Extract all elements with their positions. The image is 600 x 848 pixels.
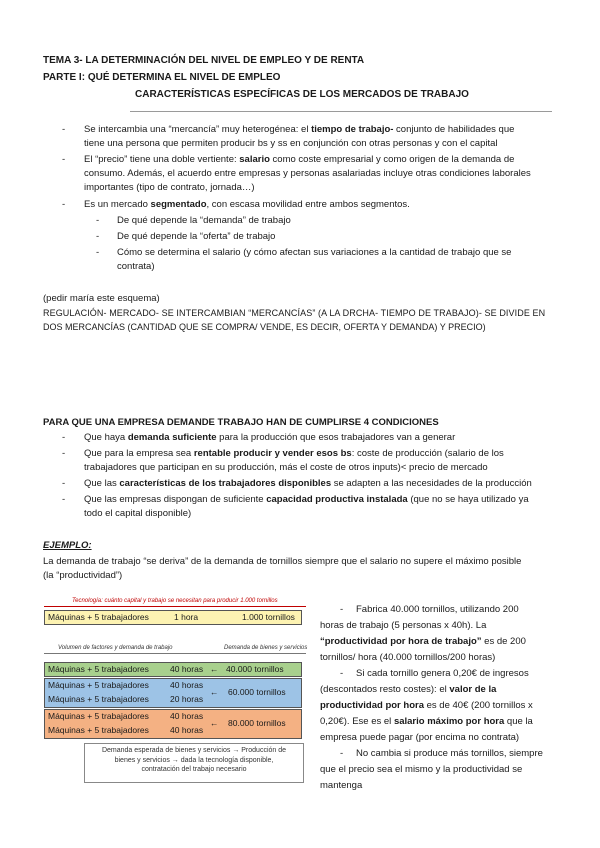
text: (que no se haya utilizado ya [407,494,529,505]
bullet-mercancia-line2: tiene una persona que permiten producir bs y ss en conjunción con otras personas y con el capital [84,138,498,149]
goods-demand-note: Demanda de bienes y servicios [224,645,308,651]
right-p2-line1: Si cada tornillo genera 0,20€ de ingresos [356,668,529,679]
section-subtitle: CARACTERÍSTICAS ESPECÍFICAS DE LOS MERCADOS DE TRABAJO [135,89,469,100]
right-p2-line5: empresa puede pagar (por encima no contrata) [320,732,520,743]
text: como coste empresarial y como origen de la demanda de [269,154,515,165]
text: Se intercambia una “mercancía” muy heterogénea: el [84,124,312,135]
bullet-dash: - [340,748,344,759]
right-p2-line4 [320,715,533,728]
bold-text: tiempo de trabajo- [311,124,394,135]
total-60000: 60.000 tornillos [228,687,286,697]
condition-2-line2: trabajadores que participan en su producción, más el coste de otros inputs)< precio de mercado [84,462,488,473]
technology-note: Tecnología: cuánto capital y trabajo se necesitan para producir 1.000 tornillos [72,598,278,604]
row2-hours: 40 horas [170,680,204,690]
bullet-dash: - [340,668,344,679]
text: es de 200 [481,636,526,647]
right-p1-line3 [320,635,526,648]
note-regulacion-line2: DOS MERCANCÍAS (CANTIDAD QUE SE COMPRA/ VENDE, ES DECIR, OFERTA Y DEMANDA) Y PRECIO) [43,322,486,332]
row4-hours: 40 horas [170,711,204,721]
top-row-hours: 1 hora [174,612,199,622]
row1-hours: 40 horas [170,664,204,674]
text: para la producción que esos trabajadores van a generar [216,432,456,443]
condition-3 [84,477,532,490]
sub-bullet-dash: - [96,231,100,242]
bold-text: capacidad productiva instalada [266,494,408,505]
text: : coste de producción (salario de los [351,448,504,459]
bullet-dash: - [62,199,66,210]
text: que la [504,716,533,727]
right-p3-line2: que el precio sea el mismo y la productividad se [320,764,523,775]
sub-bullet-dash: - [96,247,100,258]
right-p2-line2 [320,683,496,696]
diagram-caption [84,743,304,783]
bold-text: demanda suficiente [127,432,217,443]
text: Que las [84,478,120,489]
arrow-icon: ← [210,664,219,674]
bullet-dash: - [62,432,66,443]
total-80000: 80.000 tornillos [228,718,286,728]
right-p2-line3 [320,699,533,712]
top-row-machines: Máquinas + 5 trabajadores [48,612,149,622]
row4-machines: Máquinas + 5 trabajadores [48,711,149,721]
bullet-precio-line2: consumo. Además, el acuerdo entre empresas y personas asalariadas incluye otras condiciones laborales [84,168,531,179]
sub-bullet-salario: Cómo se determina el salario (y cómo afectan sus variaciones a la cantidad de trabajo que se [117,247,512,258]
bullet-dash: - [62,124,66,135]
bold-text: “productividad por hora de trabajo” [320,636,482,647]
bullet-dash: - [62,154,66,165]
sub-bullet-salario-line2: contrata) [117,261,155,272]
bullet-precio [84,153,514,166]
mid-rule [44,653,306,654]
text: Que para la empresa sea [84,448,194,459]
row2-machines: Máquinas + 5 trabajadores [48,680,149,690]
condition-4 [84,493,529,506]
condition-4-line2: todo el capital disponible) [84,508,192,519]
sub-bullet-oferta: De qué depende la “oferta” de trabajo [117,231,276,242]
bold-text: características de los trabajadores disponibles [119,478,332,489]
condition-2 [84,447,504,460]
right-p3-line1: No cambia si produce más tornillos, siempre [356,748,543,759]
tema-title: TEMA 3- LA DETERMINACIÓN DEL NIVEL DE EMPLEO Y DE RENTA [43,55,365,66]
right-p1-line1: Fabrica 40.000 tornillos, utilizando 200 [356,604,519,615]
bullet-precio-line3: importantes (tipo de contrato, jornada…) [84,182,255,193]
sub-bullet-demanda: De qué depende la “demanda” de trabajo [117,215,291,226]
bold-text: rentable producir y vender esos bs [193,448,352,459]
caption-line: contratación del trabajo necesario [141,766,247,773]
text: Que las empresas dispongan de suficiente [84,494,267,505]
factor-volume-note: Volumen de factores y demanda de trabajo [58,645,173,651]
conditions-title: PARA QUE UNA EMPRESA DEMANDE TRABAJO HAN DE CUMPLIRSE 4 CONDICIONES [43,417,439,428]
example-line1: La demanda de trabajo “se deriva” de la demanda de tornillos siempre que el salario no supere el máximo posible [43,556,522,567]
text: 0,20€). Ese es el [320,716,394,727]
right-p3-line3: mantenga [320,780,363,791]
sub-bullet-dash: - [96,215,100,226]
text: Es un mercado [84,199,151,210]
text: El “precio” tiene una doble vertiente: [84,154,240,165]
red-rule [44,606,306,607]
row5-hours: 40 horas [170,725,204,735]
parte-title: PARTE I: QUÉ DETERMINA EL NIVEL DE EMPLEO [43,72,281,83]
row3-hours: 20 horas [170,694,204,704]
bullet-dash: - [340,604,344,615]
row1-output: 40.000 tornillos [226,664,284,674]
bullet-dash: - [62,448,66,459]
text: Que haya [84,432,128,443]
right-p1-line4: tornillos/ hora (40.000 tornillos/200 horas) [320,652,496,663]
bold-text: segmentado [150,199,207,210]
top-row-output: 1.000 tornillos [242,612,295,622]
bold-text: valor de la [449,684,497,695]
bullet-mercancia [84,123,514,136]
bold-text: productividad por hora [320,700,424,711]
text: , con escasa movilidad entre ambos segmentos. [206,199,410,210]
arrow-icon: ← [210,718,219,728]
bullet-dash: - [62,478,66,489]
caption-line: bienes y servicios → dada la tecnología disponible, [114,756,274,764]
bold-text: salario [239,154,270,165]
caption-line: Demanda esperada de bienes y servicios → Producción de [101,747,287,754]
right-p1-line2: horas de trabajo (5 personas x 40h). La [320,620,487,631]
text: se adapten a las necesidades de la producción [331,478,532,489]
example-title: EJEMPLO: [43,540,92,551]
bold-text: salario máximo por hora [393,716,505,727]
example-line2: (la “productividad”) [43,570,123,581]
text: conjunto de habilidades que [393,124,515,135]
note-regulacion-line1: REGULACIÓN- MERCADO- SE INTERCAMBIAN “MERCANCÍAS” (A LA DRCHA- TIEMPO DE TRABAJO)- SE DIVIDE EN [43,308,546,318]
row3-machines: Máquinas + 5 trabajadores [48,694,149,704]
condition-1 [84,431,455,444]
arrow-icon: ← [210,687,219,697]
row1-machines: Máquinas + 5 trabajadores [48,664,149,674]
bullet-dash: - [62,494,66,505]
text: es de 40€ (200 tornillos x [423,700,533,711]
text: (descontados resto costes): el [320,684,450,695]
bullet-segmentado [84,198,410,211]
note-pedir: (pedir maría este esquema) [43,293,160,304]
divider-line [130,111,552,112]
row5-machines: Máquinas + 5 trabajadores [48,725,149,735]
